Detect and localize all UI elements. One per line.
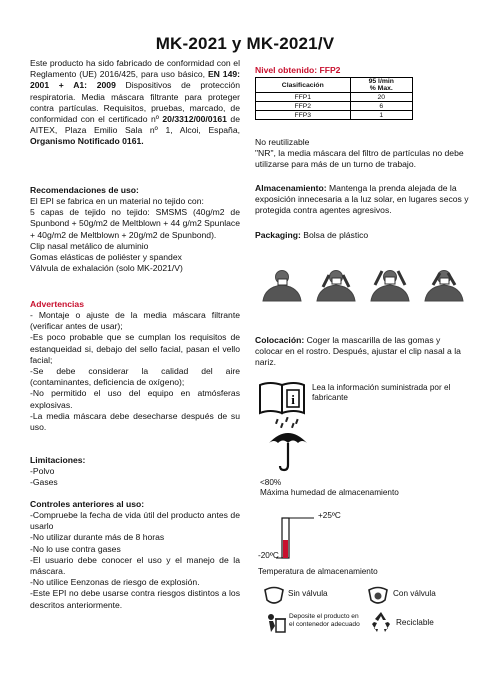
umbrella-icon xyxy=(266,417,310,473)
limitations-list xyxy=(30,466,240,488)
table-cell: FFP2 xyxy=(256,102,351,111)
placement-step-4-figure xyxy=(425,271,463,302)
control-item: -No lo use contra gases xyxy=(30,543,121,554)
table-row xyxy=(256,102,413,111)
warnings-title: Advertencias xyxy=(30,299,84,309)
table-cell: FFP1 xyxy=(256,93,351,102)
packaging-text: Bolsa de plástico xyxy=(300,230,369,240)
recommendation-item: Válvula de exhalación (solo MK-2021/V) xyxy=(30,263,183,274)
controls-list xyxy=(30,510,240,611)
intro-paragraph xyxy=(30,58,240,148)
non-reusable-title: No reutilizable xyxy=(255,137,310,147)
temperature-max: +25ºC xyxy=(318,511,341,520)
trash-bin-icon xyxy=(265,612,287,634)
placement-text: Coger la mascarilla de las gomas y colocar en el rostro. Después, ajustar el clip nasal a la nariz. xyxy=(255,335,461,368)
placement-step-1-figure xyxy=(263,271,301,302)
recommendations-list xyxy=(30,196,240,274)
temperature-min: -20ºC xyxy=(258,551,279,560)
storage-text: Mantenga la prenda alejada de la exposición innecesaria a la luz solar, en lugares secos y protegida contra agentes agresivos. xyxy=(255,183,469,216)
recommendation-item: El EPI se fabrica en un material no tejido con: xyxy=(30,196,204,206)
table-cell: FFP3 xyxy=(256,111,351,120)
packaging-label: Packaging: xyxy=(255,230,301,240)
deposit-text: Deposite el producto en el contenedor adecuado xyxy=(289,613,360,628)
intro-segment: Dispositivos de protección respiratoria. Media máscara filtrante para proteger contra partículas. Requisitos, pruebas, marcado, de conformidad con el certificado nº xyxy=(30,80,240,125)
humidity-label: Máxima humedad de almacenamiento xyxy=(260,488,399,497)
storage-paragraph xyxy=(255,183,477,217)
non-reusable-text: "NR", la media máscara del filtro de partículas no debe utilizarse para más de un turno de trabajo. xyxy=(255,148,464,170)
recycle-icon xyxy=(368,610,394,634)
document-title: MK-2021 y MK-2021/V xyxy=(155,34,335,53)
recommendations-title: Recomendaciones de uso: xyxy=(30,185,139,195)
control-item: -El usuario debe conocer el uso y el manejo de la máscara. xyxy=(30,554,240,577)
control-item: -No utilice Eenzonas de riesgo de explosión. xyxy=(30,577,200,588)
placement-step-3-figure xyxy=(371,271,409,302)
with-valve-label: Con válvula xyxy=(393,589,436,598)
recommendation-item: 5 capas de tejido no tejido: SMSMS (40g/m2 de Spunbond + 50g/m2 de Meltblown + 44 g/m2 Spunlace + 40g/m2 de Meltblown + 20g/m2 de Spunbond). xyxy=(30,207,240,240)
intro-segment: Organismo Notificado 0161. xyxy=(30,136,144,147)
mask-without-valve-icon xyxy=(262,584,286,606)
placement-step-2-figure xyxy=(317,271,355,302)
control-item: -No utilizar durante más de 8 horas xyxy=(30,532,165,543)
book-info-icon xyxy=(258,379,306,415)
level-obtained: Nivel obtenido: FFP2 xyxy=(255,65,341,75)
without-valve-label: Sin válvula xyxy=(288,589,328,598)
temperature-label: Temperatura de almacenamiento xyxy=(258,567,378,576)
warning-item: -La media máscara debe desecharse después de su uso. xyxy=(30,410,240,433)
classification-table xyxy=(255,77,413,120)
recommendation-item: Gomas elásticas de poliéster y spandex xyxy=(30,252,182,263)
mask-with-valve-icon xyxy=(366,584,390,606)
intro-segment: Este producto ha sido fabricado de conformidad con el Reglamento (UE) 2016/425, para uso básico, xyxy=(30,58,240,80)
table-row xyxy=(256,93,413,102)
warning-item: -Es poco probable que se cumplan los requisitos de estanqueidad si, debajo del sello facial, pasan el vello facial; xyxy=(30,332,240,365)
warning-item: -Se debe considerar la calidad del aire (contaminantes, deficiencia de oxígeno); xyxy=(30,366,240,388)
recyclable-label: Reciclable xyxy=(396,618,434,627)
warnings-list xyxy=(30,310,240,433)
table-row xyxy=(256,111,413,120)
limitation-item: -Polvo xyxy=(30,466,55,476)
placement-steps-illustration xyxy=(255,263,470,305)
control-item: -Compruebe la fecha de vida útil del producto antes de usarlo xyxy=(30,510,240,532)
control-item: -Este EPI no debe usarse contra riesgos distintos a los descritos anteriormente. xyxy=(30,588,240,610)
placement-label: Colocación: xyxy=(255,335,305,345)
storage-label: Almacenamiento: xyxy=(255,183,327,193)
recommendation-item: Clip nasal metálico de aluminio xyxy=(30,240,149,251)
table-header: Clasificación xyxy=(256,78,351,93)
humidity-value: <80% xyxy=(260,478,282,487)
packaging-paragraph xyxy=(255,230,477,241)
table-cell: 20 xyxy=(350,93,412,102)
table-cell: 6 xyxy=(350,102,412,111)
table-cell: 1 xyxy=(350,111,412,120)
manufacturer-info-text: Lea la información suministrada por el fabricante xyxy=(312,383,451,402)
warning-item: -No permitido el uso del equipo en atmósferas explosivas. xyxy=(30,388,240,410)
svg-text:i: i xyxy=(291,392,295,407)
controls-title: Controles anteriores al uso: xyxy=(30,499,145,509)
table-header-row xyxy=(256,78,413,93)
warning-item: - Montaje o ajuste de la media máscara filtrante (verificar antes de usar); xyxy=(30,310,240,332)
table-header: 95 l/min % Max. xyxy=(350,78,412,93)
intro-segment: de AITEX, Plaza Emilio Sala nº 1, Alcoi, España, xyxy=(30,114,240,136)
intro-segment: EN 149: 2001 + A1: 2009 xyxy=(30,69,240,91)
placement-paragraph xyxy=(255,335,470,369)
limitation-item: -Gases xyxy=(30,477,58,488)
limitations-title: Limitaciones: xyxy=(30,455,86,465)
intro-segment: 20/3312/00/0161 xyxy=(162,114,227,125)
